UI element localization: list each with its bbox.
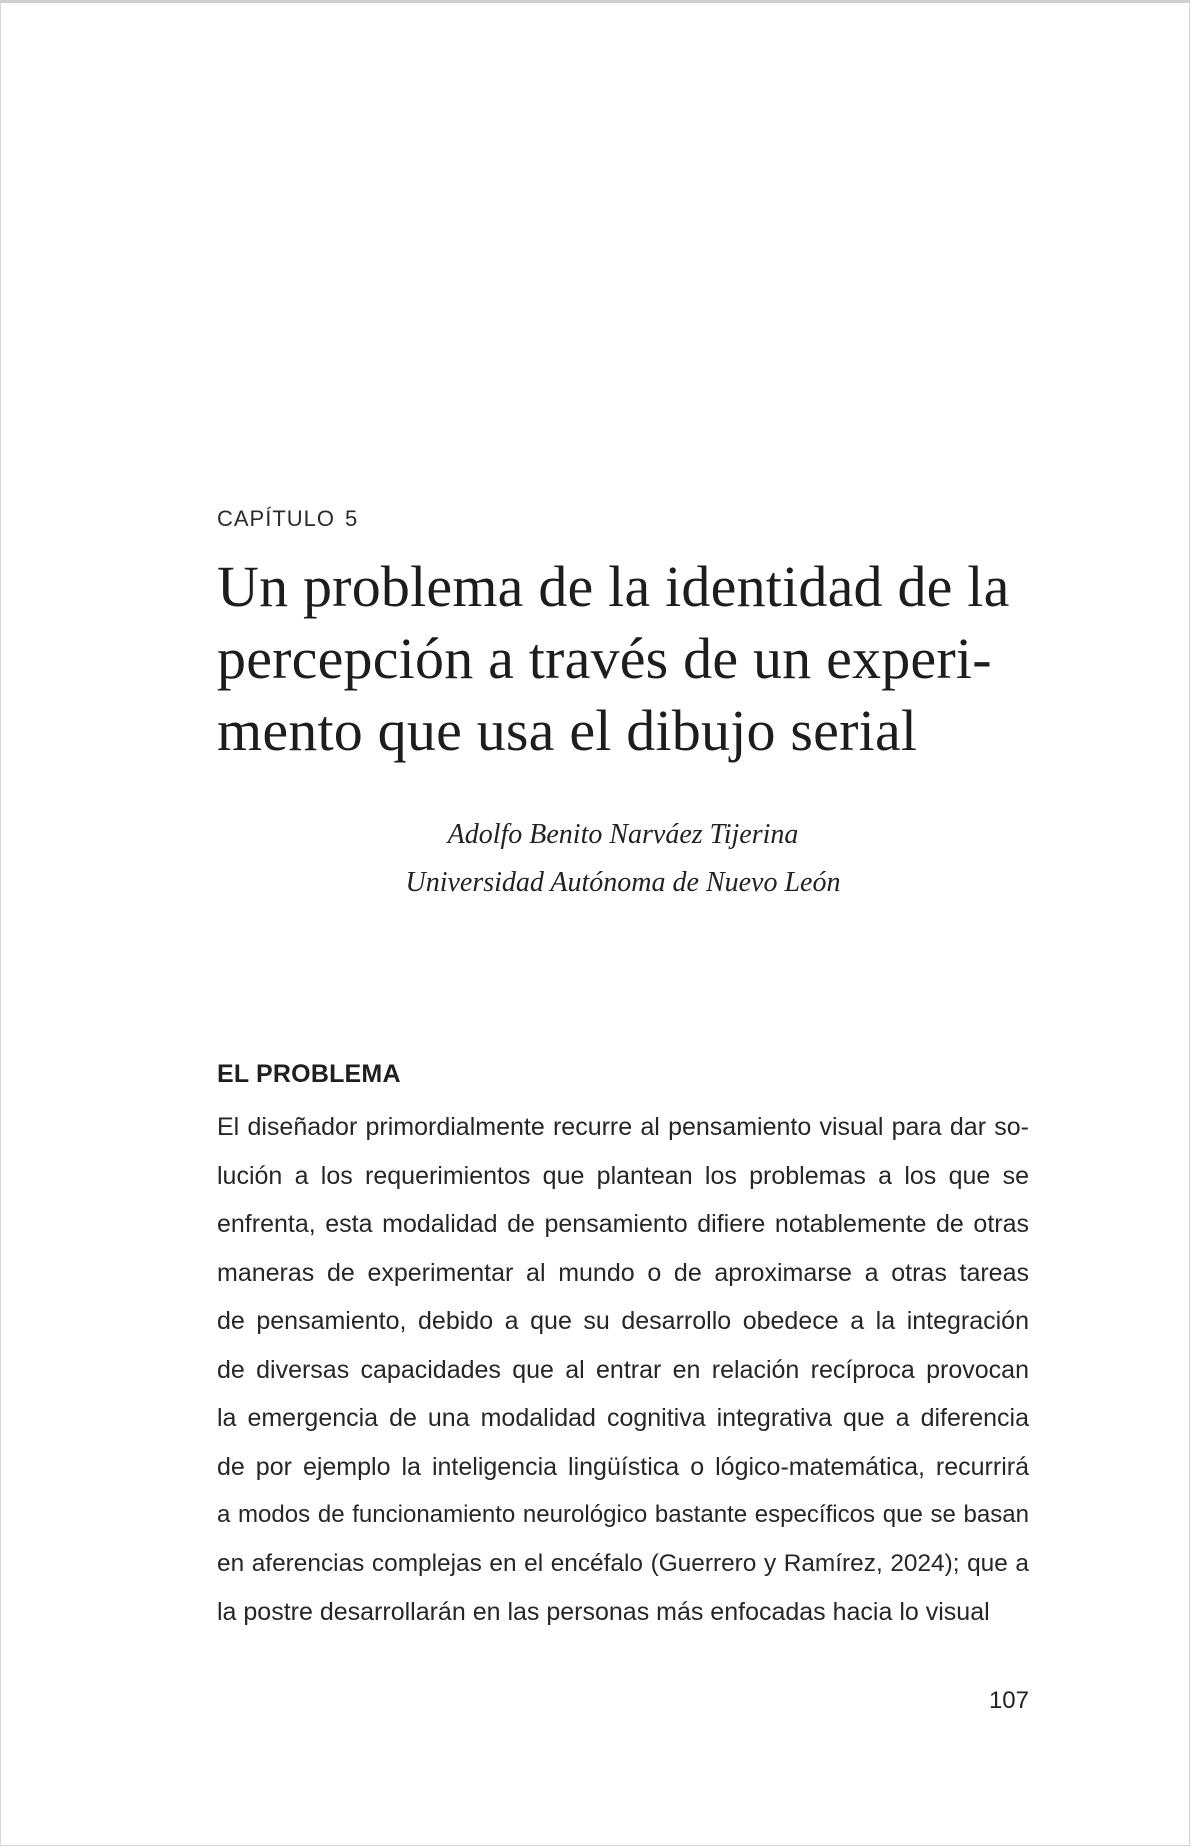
title-line: Un problema de la identidad de la <box>217 554 1010 619</box>
body-line: a modos de funcionamiento neurológico bastante específicos que se basan <box>217 1501 1029 1528</box>
chapter-label <box>217 506 1029 532</box>
chapter-title <box>217 551 1029 767</box>
body-line: El diseñador primordialmente recurre al pensamiento visual para dar so- <box>217 1113 1029 1141</box>
body-line: en aferencias complejas en el encéfalo (Guerrero y Ramírez, 2024); que a <box>217 1549 1029 1577</box>
body-line: de pensamiento, debido a que su desarrollo obedece a la integración <box>217 1307 1029 1335</box>
title-line: mento que usa el dibujo serial <box>217 698 918 763</box>
section-heading: EL PROBLEMA <box>217 1060 401 1088</box>
body-line: de diversas capacidades que al entrar en relación recíproca provocan <box>217 1355 1029 1384</box>
chapter-label-text: CAPÍTULO <box>217 506 336 531</box>
author-name: Adolfo Benito Narváez Tijerina <box>447 819 799 850</box>
chapter-number: 5 <box>345 506 359 531</box>
body-line: lución a los requerimientos que plantean los problemas a los que se <box>217 1161 1029 1190</box>
body-line: maneras de experimentar al mundo o de aproximarse a otras tareas <box>217 1258 1029 1287</box>
body-line: la emergencia de una modalidad cognitiva integrativa que a diferencia <box>217 1404 1029 1432</box>
page-number: 107 <box>988 1687 1029 1714</box>
body-line: enfrenta, esta modalidad de pensamiento difiere notablemente de otras <box>217 1210 1029 1238</box>
author-block <box>217 811 1029 907</box>
body-paragraph <box>217 1103 1029 1637</box>
body-line: de por ejemplo la inteligencia lingüística o lógico-matemática, recurrirá <box>217 1452 1029 1481</box>
author-affiliation: Universidad Autónoma de Nuevo León <box>405 867 841 898</box>
title-line: percepción a través de un experi- <box>217 626 992 691</box>
body-line: la postre desarrollarán en las personas más enfocadas hacia lo visual <box>217 1598 990 1626</box>
